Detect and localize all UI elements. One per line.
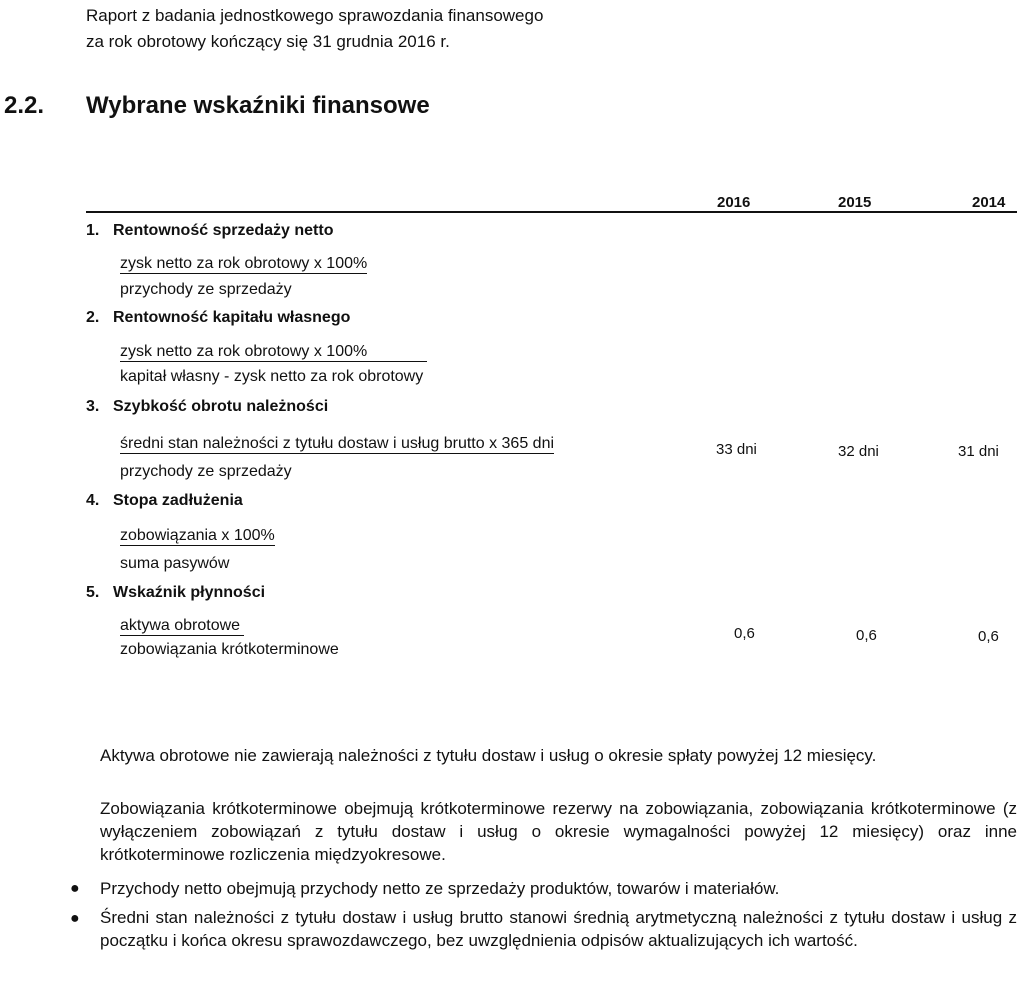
item-title: Szybkość obrotu należności <box>113 398 329 415</box>
numerator-text: zobowiązania x 100% <box>120 527 275 544</box>
year-header-2015: 2015 <box>838 194 872 211</box>
table-header-rule <box>86 211 1017 213</box>
bullet-item: Przychody netto obejmują przychody netto ze sprzedaży produktów, towarów i materiałów. <box>100 879 780 898</box>
numerator-text: aktywa obrotowe <box>120 617 244 636</box>
item-title: Rentowność sprzedaży netto <box>113 222 334 239</box>
formula-numerator <box>120 527 275 545</box>
item-number: 5. <box>86 584 100 601</box>
formula-numerator <box>120 343 427 361</box>
formula-denominator: suma pasywów <box>120 555 230 572</box>
formula-numerator <box>120 435 554 453</box>
item-number: 1. <box>86 222 100 239</box>
numerator-text: zysk netto za rok obrotowy x 100% <box>120 255 368 272</box>
note-paragraph: Zobowiązania krótkoterminowe obejmują krótkoterminowe rezerwy na zobowiązania, zobowiązania krótkoterminowe (z wyłączeniem zobowiązań z tytułu dostaw i usług o okresie wymagalności powyżej 12 miesięcy) oraz inne krótkoterminowe rozliczenia międzyokresowe. <box>100 799 1017 864</box>
formula-denominator: kapitał własny - zysk netto za rok obrotowy <box>120 368 424 385</box>
item-title: Stopa zadłużenia <box>113 492 243 509</box>
year-header-2016: 2016 <box>717 194 751 211</box>
note-paragraph: Aktywa obrotowe nie zawierają należności z tytułu dostaw i usług o okresie spłaty powyżej 12 miesięcy. <box>100 746 877 765</box>
numerator-text: zysk netto za rok obrotowy x 100% <box>120 343 427 362</box>
formula-numerator <box>120 617 244 635</box>
bullet-icon: ● <box>70 880 80 897</box>
section-title: Wybrane wskaźniki finansowe <box>86 92 430 119</box>
value-2015: 0,6 <box>856 627 877 644</box>
value-2015: 32 dni <box>838 443 879 460</box>
item-number: 4. <box>86 492 100 509</box>
formula-numerator <box>120 255 367 273</box>
item-title: Rentowność kapitału własnego <box>113 309 351 326</box>
value-2014: 31 dni <box>958 443 999 460</box>
report-header-line2: za rok obrotowy kończący się 31 grudnia 2016 r. <box>86 32 450 51</box>
value-2014: 0,6 <box>978 628 999 645</box>
bullet-icon: ● <box>70 910 80 927</box>
item-number: 2. <box>86 309 100 326</box>
value-2016: 33 dni <box>716 441 757 458</box>
numerator-text: średni stan należności z tytułu dostaw i usług brutto x 365 dni <box>120 435 555 452</box>
value-2016: 0,6 <box>734 625 755 642</box>
item-number: 3. <box>86 398 100 415</box>
section-number: 2.2. <box>4 92 45 119</box>
item-title: Wskaźnik płynności <box>113 584 266 601</box>
bullet-item: Średni stan należności z tytułu dostaw i usług brutto stanowi średnią arytmetyczną należności z tytułu dostaw i usług z początku i końca okresu sprawozdawczego, bez uwzględnienia odpisów aktualizujących ich wartość. <box>100 908 1017 950</box>
formula-denominator: zobowiązania krótkoterminowe <box>120 641 339 658</box>
formula-denominator: przychody ze sprzedaży <box>120 463 292 480</box>
formula-denominator: przychody ze sprzedaży <box>120 281 292 298</box>
year-header-2014: 2014 <box>972 194 1006 211</box>
report-header-line1: Raport z badania jednostkowego sprawozdania finansowego <box>86 6 544 25</box>
